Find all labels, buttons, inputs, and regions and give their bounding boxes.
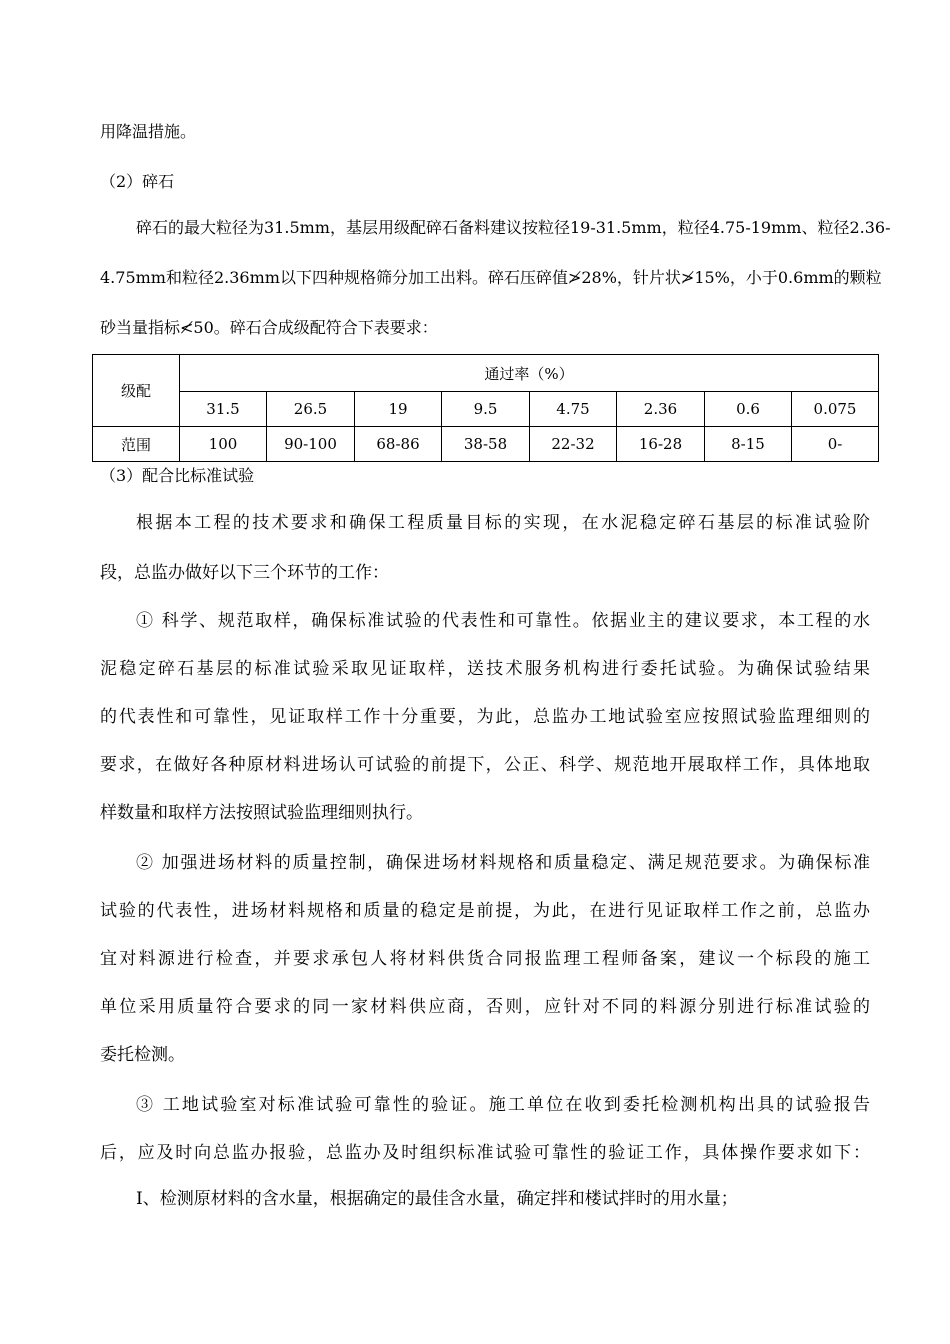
gradation-table <box>92 354 879 462</box>
range-value: 100 <box>180 427 267 462</box>
range-value: 0- <box>792 427 879 462</box>
body-line: 试验的代表性，进场材料规格和质量的稳定是前提，为此，在进行见证取样工作之前，总监办 <box>100 901 870 921</box>
sieve-size: 0.075 <box>792 392 879 427</box>
body-line: 后，应及时向总监办报验，总监办及时组织标准试验可靠性的验证工作，具体操作要求如下： <box>100 1143 870 1163</box>
sieve-size: 9.5 <box>442 392 530 427</box>
sieve-size: 19 <box>355 392 442 427</box>
body-line: Ⅰ、检测原材料的含水量，根据确定的最佳含水量，确定拌和楼试拌时的用水量； <box>136 1189 738 1209</box>
range-value: 22-32 <box>530 427 617 462</box>
heading-mix-design: （3）配合比标准试验 <box>100 466 255 485</box>
table-header-grading: 级配 <box>93 355 180 427</box>
range-value: 8-15 <box>705 427 792 462</box>
sieve-size: 31.5 <box>180 392 267 427</box>
body-line: ① 科学、规范取样，确保标准试验的代表性和可靠性。依据业主的建议要求，本工程的水 <box>136 611 870 631</box>
range-value: 90-100 <box>267 427 355 462</box>
heading-gravel: （2）碎石 <box>100 172 175 191</box>
sieve-size: 4.75 <box>530 392 617 427</box>
table-header-passing-rate: 通过率（%） <box>180 355 879 392</box>
sieve-size: 26.5 <box>267 392 355 427</box>
body-line: ② 加强进场材料的质量控制，确保进场材料规格和质量稳定、满足规范要求。为确保标准 <box>136 853 870 873</box>
body-line: ③ 工地试验室对标准试验可靠性的验证。施工单位在收到委托检测机构出具的试验报告 <box>136 1095 870 1115</box>
table-label-range: 范围 <box>93 427 180 462</box>
line-cooling: 用降温措施。 <box>100 122 197 141</box>
body-line: 要求，在做好各种原材料进场认可试验的前提下，公正、科学、规范地开展取样工作，具体地取 <box>100 755 870 775</box>
gravel-para-line-2: 4.75mm和粒径2.36mm以下四种规格筛分加工出料。碎石压碎值≯28%，针片状≯15%，小于0.6mm的颗粒 <box>100 268 882 287</box>
gravel-para-line-1: 碎石的最大粒径为31.5mm，基层用级配碎石备料建议按粒径19-31.5mm，粒径4.75-19mm、粒径2.36- <box>136 218 891 237</box>
body-line: 的代表性和可靠性，见证取样工作十分重要，为此，总监办工地试验室应按照试验监理细则的 <box>100 707 870 727</box>
body-line: 样数量和取样方法按照试验监理细则执行。 <box>100 803 423 823</box>
gravel-para-line-3: 砂当量指标≮50。碎石合成级配符合下表要求： <box>100 318 438 337</box>
range-value: 68-86 <box>355 427 442 462</box>
sieve-size: 2.36 <box>617 392 705 427</box>
body-line: 委托检测。 <box>100 1045 185 1065</box>
range-value: 38-58 <box>442 427 530 462</box>
body-line: 单位采用质量符合要求的同一家材料供应商，否则，应针对不同的料源分别进行标准试验的 <box>100 997 870 1017</box>
body-line: 根据本工程的技术要求和确保工程质量目标的实现，在水泥稳定碎石基层的标准试验阶 <box>136 513 870 533</box>
body-line: 段，总监办做好以下三个环节的工作： <box>100 563 389 583</box>
range-value: 16-28 <box>617 427 705 462</box>
sieve-size: 0.6 <box>705 392 792 427</box>
body-line: 泥稳定碎石基层的标准试验采取见证取样，送技术服务机构进行委托试验。为确保试验结果 <box>100 659 870 679</box>
body-line: 宜对料源进行检查，并要求承包人将材料供货合同报监理工程师备案，建议一个标段的施工 <box>100 949 870 969</box>
